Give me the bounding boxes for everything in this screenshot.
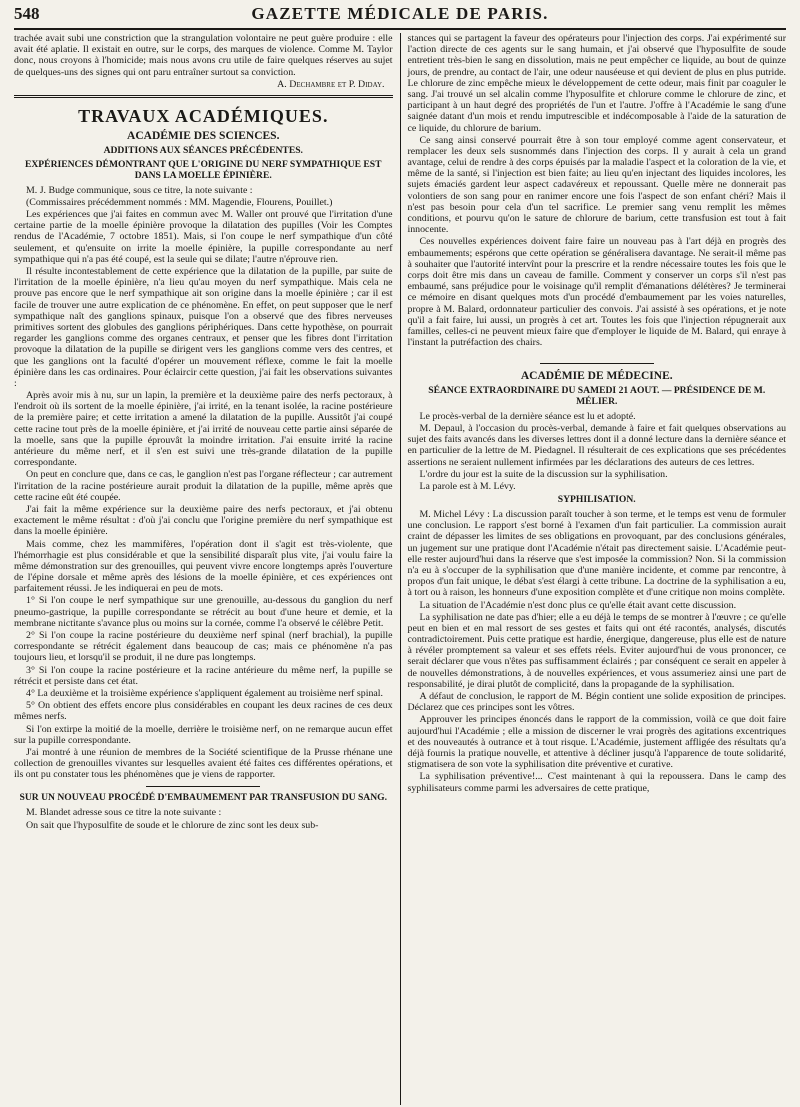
- paragraph: A défaut de conclusion, le rapport de M. Bégin contient une solide exposition de principes. Déclarez que ces principes sont les vôtres.: [407, 691, 787, 714]
- paragraph: La situation de l'Académie n'est donc plus ce qu'elle était avant cette discussion.: [419, 599, 737, 611]
- paragraph: Si l'on extirpe la moitié de la moelle, derrière le troisième nerf, on ne remarque aucun effet sur la pupille correspondante.: [14, 723, 393, 746]
- header-rule: [14, 28, 786, 30]
- section-divider: [14, 95, 393, 98]
- paragraph: Ces nouvelles expériences doivent faire faire un nouveau pas à l'art déjà en progrès des embaumements; espérons que cette opération se généralisera davantage. Ne serait-il même pas à souhaiter que l'autorité intervînt pour la prescrire et la rendre nécessaire toutes les fois que le corps doit être mis dans un caveau de famille. Comment y conserver un corps s'il n'est pas embaumé, sans préjudice pour le voisinage qu'il remplit d'émanations délétères? Je terminerai ce mémoire en disant quelques mots d'un procédé d'embaumement par les voies naturelles, propre à M. Balard, ordonnateur particulier des convois. J'ai assisté à ses opérations, et je note qu'il a fait faire, lui aussi, un progrès à cet art. Toutes les fois que l'injection répugnerait aux familles, celles-ci ne peuvent mieux faire que d'employer le liquide de M. Balard, qui enraye à l'instant la putréfaction des chairs.: [407, 236, 787, 349]
- section-title: TRAVAUX ACADÉMIQUES.: [78, 105, 329, 126]
- paragraph: Mais comme, chez les mammifères, l'opération dont il s'agit est très-violente, que l'hémorrhagie est plus considérable et que la sensibilité disparaît plus vite, j'ai voulu faire la même démonstration sur des grenouilles, qui peuvent vivre encore longtemps après l'ouverture de l'épine dorsale et même après des lésions de la moelle épinière, et ces expériences ont parfaitement réussi. Je les indiquerai en peu de mots.: [14, 538, 393, 595]
- paragraph: 4° La deuxième et la troisième expérience s'appliquent également au troisième nerf spinal.: [26, 687, 383, 699]
- embaumement-title: SUR UN NOUVEAU PROCÉDÉ D'EMBAUMEMENT PAR TRANSFUSION DU SANG.: [19, 792, 388, 804]
- paragraph: Ce sang ainsi conservé pourrait être à son tour employé comme agent conservateur, et remplacer les deux sels susnommés dans l'injection des corps. Il y aurait à cela un grand avantage, celui de rendre à des corps épuisés par la maladie l'aspect et la coloration de la vie, et même de la santé, si l'injection est bien faite; au lieu qu'en injectant des liquides incolores, les sujets émaciés gardent leur aspect cadavéreux et repoussant. Quelle mère ne donnerait pas volontiers de son sang pour en ranimer encore une fois l'aspect de son enfant chéri? Mais il n'est pas besoin pour cela d'un tel sacrifice. Le premier sang venu remplit les mêmes conditions, et pourvu qu'on le sature de chlorure de barium, cette transfusion est tout à fait innocente.: [407, 134, 787, 236]
- additions-heading: ADDITIONS AUX SÉANCES PRÉCÉDENTES.: [103, 145, 303, 157]
- paragraph: J'ai fait la même expérience sur la deuxième paire des nerfs pectoraux, et j'ai obtenu exactement le même résultat : d'où j'ai conclu que l'origine première du nerf sympathique est dans la moelle épinière.: [14, 503, 393, 538]
- divider: [540, 363, 654, 364]
- right-column: [401, 33, 787, 1105]
- paragraph: M. Depaul, à l'occasion du procès-verbal, demande à faire et fait quelques observations au sujet des faits avancés dans les diverses lettres dont il a donné lecture dans la dernière séance et en particulier de la lettre de M. Piedagnel. Il résulterait de ces explications que ses précédentes assertions ne seraient nullement infirmées par les déclarations des auteurs de ces lettres.: [407, 423, 787, 468]
- signature: A. Dechambre et P. Diday.: [277, 78, 385, 90]
- paragraph: M. Michel Lévy : La discussion paraît toucher à son terme, et le temps est venu de formuler une conclusion. Le rapport s'est borné à l'examen d'un fait particulier. La commission aurait craint de dépasser les limites de ses obligations en provoquant, par des conclusions générales, un jugement sur une pratique dont l'Académie n'était pas directement saisie. L'Académie peut-elle rester aujourd'hui dans la réserve que s'est imposée la commission? Non. Si la commission n'a eu à s'occuper de la syphilisation que d'une manière incidente, et comme par rencontre, à propos d'un fait unique, le débat s'est élargi à cette tribune. La doctrine de la syphilisation a eu, à tort ou à raison, les honneurs d'une exposition complète et d'une critique non moins complète.: [407, 509, 787, 599]
- paragraph: Il résulte incontestablement de cette expérience que la dilatation de la pupille, par suite de l'irritation de la moelle épinière, n'a lieu qu'au moyen du nerf sympathique. Mais cela ne prouve pas encore que le nerf sympathique ait son origine dans la moelle épinière ; car il est facile de trouver une autre explication de ce phénomène. En effet, on peut supposer que le nerf sympathique naît des ganglions spinaux, puisque l'on a observé que des fibres nerveuses primitives sortent des globules des ganglions périphériques. Dans cette hypothèse, on pourrait regarder les ganglions comme des organes centraux, et penser que les fibres dont l'irritation provoque la dilatation de la pupille se dirigent vers les ganglions comme vers des centres, et que les ganglions ont la faculté d'opérer un mouvement réflexe, comme le fait la moelle épinière dans les cas ordinaires. Pour éclaircir cette question, j'ai fait les observations suivantes :: [14, 266, 393, 389]
- academy-heading: ACADÉMIE DES SCIENCES.: [127, 130, 280, 143]
- paragraph: 1° Si l'on coupe le nerf sympathique sur une grenouille, au-dessous du ganglion du nerf pneumo-gastrique, la pupille correspondante se rétrécit au bout d'une heure et demie, et la membrane nictitante s'avance plus ou moins sur la cornée, comme l'a observé le célèbre Petit.: [14, 595, 393, 629]
- paragraph: La parole est à M. Lévy.: [419, 481, 516, 493]
- paragraph: La syphilisation ne date pas d'hier; elle a eu déjà le temps de se montrer à l'œuvre ; ce qu'elle peut en bien et en mal ressort de ses gestes et faits qui ont été racontés, analysés, discutés contradictoirement. Puis cette pratique est hardie, énergique, dangereuse, plus elle est de nature à révéler promptement sa valeur et ses effets réels. Eviter aujourd'hui de vous prononcer, ce serait déclarer que vous n'êtes pas suffisamment éclairés ; par conséquent ce serait en appeler à de nouvelles démonstrations, à de nouvelles expériences, et vous assumeriez ainsi une part de responsabilité, je dirai plutôt de complicité, dans la propagande de la syphilisation.: [407, 611, 787, 690]
- continued-paragraph: trachée avait subi une constriction que la strangulation volontaire ne peut guère produire : elle avait été aplatie. Il existait en outre, sur le corps, des marques de violence. Comme M. Taylor donc, nous croyons à l'homicide; mais nous avons cru utile de faire quelques réserves au sujet de quelques-uns des signes qui ont paru entraîner surtout sa conviction.: [14, 33, 393, 78]
- paragraph: J'ai montré à une réunion de membres de la Société scientifique de la Prusse rhénane une collection de grenouilles vivantes sur lesquelles avaient été faites ces différentes opérations, et ils ont pu constater tous les phénomènes que je viens de rapporter.: [14, 746, 393, 781]
- paragraph: On sait que l'hyposulfite de soude et le chlorure de zinc sont les deux sub-: [26, 819, 319, 831]
- paragraph: Après avoir mis à nu, sur un lapin, la première et la deuxième paire des nerfs pectoraux, à l'endroit où ils sortent de la moelle épinière, j'ai irrité, en la tenant isolée, la racine postérieure de la première paire; et cette irritation a amené la dilatation de la pupille. Aussitôt j'ai coupé cette racine tout près de la moelle épinière, et j'ai irrité de nouveau cette partie ainsi séparée de la moelle, sans que la pupille éprouvât la moindre irritation. J'ai ensuite irrité la racine antérieure du même nerf, et il s'en est suivi une très-grande dilatation de la pupille correspondante.: [14, 390, 393, 469]
- paragraph: M. Blandet adresse sous ce titre la note suivante :: [26, 807, 222, 819]
- paragraph: Les expériences que j'ai faites en commun avec M. Waller ont prouvé que l'irritation d'une certaine partie de la moelle épinière provoque la dilatation des pupilles (Voir les Comptes rendus de l'Académie, 7 octobre 1851). Mais, si l'on coupe le nerf sympathique d'un côté seulement, et qu'ensuite on irrite la moelle épinière, la pupille correspondante au nerf sympathique qui n'a pas été coupé, est la seule qui se dilate; l'autre n'éprouve rien.: [14, 209, 393, 265]
- paragraph: On peut en conclure que, dans ce cas, le ganglion n'est pas l'organe réflecteur ; car autrement l'irritation de la racine postérieure aurait produit la dilatation de la pupille, même après que cette racine eût été coupée.: [14, 469, 393, 503]
- paragraph: M. J. Budge communique, sous ce titre, la note suivante :: [26, 184, 253, 196]
- paragraph: 5° On obtient des effets encore plus considérables en coupant les deux racines de ces deux mêmes nerfs.: [14, 700, 393, 723]
- paragraph: 2° Si l'on coupe la racine postérieure du deuxième nerf spinal (nerf brachial), la pupille correspondante se rétrécit également dans beaucoup de cas; mais ce phénomène n'a pas toujours lieu, et lorsqu'il se produit, il ne dure pas longtemps.: [14, 630, 393, 664]
- paragraph: Approuver les principes énoncés dans le rapport de la commission, voilà ce que doit faire aujourd'hui l'Académie ; elle a mission de discerner le vrai progrès des agitations excentriques et des nouveautés à outrance et à tout risque. L'Académie, justement affligée des résultats qu'a déjà fournis la pratique nouvelle, et attentive à décliner jusqu'à l'apparence de toute solidarité, stigmatisera de son vote la syphilisation dite préventive et curative.: [407, 714, 787, 771]
- paragraph: L'ordre du jour est la suite de la discussion sur la syphilisation.: [419, 468, 668, 480]
- syphilisation-heading: SYPHILISATION.: [557, 494, 636, 506]
- academy-heading: ACADÉMIE DE MÉDECINE.: [520, 370, 673, 383]
- experiment-title: EXPÉRIENCES DÉMONTRANT QUE L'ORIGINE DU NERF SYMPATHIQUE EST DANS LA MOELLE ÉPINIÈRE.: [24, 159, 382, 181]
- paragraph: La syphilisation préventive!... C'est maintenant à qui la repoussera. Dans le camp des syphilisateurs comme parmi les adversaires de cette pratique,: [407, 771, 787, 794]
- page-header: [14, 4, 786, 28]
- left-column: [14, 33, 400, 1105]
- paragraph: Le procès-verbal de la dernière séance est lu et adopté.: [419, 410, 636, 422]
- seance-title: SÉANCE EXTRAORDINAIRE DU SAMEDI 21 AOUT. — PRÉSIDENCE DE M. MÉLIER.: [428, 385, 766, 408]
- paragraph: (Commissaires précédemment nommés : MM. Magendie, Flourens, Pouillet.): [26, 196, 333, 208]
- paragraph: 3° Si l'on coupe la racine postérieure et la racine antérieure du même nerf, la pupille se rétrécit et persiste dans cet état.: [14, 664, 393, 687]
- columns: [14, 33, 786, 1105]
- divider: [146, 786, 260, 787]
- page-number: 548: [14, 4, 40, 23]
- spacer: [408, 349, 787, 357]
- journal-title: GAZETTE MÉDICALE DE PARIS.: [251, 4, 549, 23]
- paragraph: stances qui se partagent la faveur des opérateurs pour l'injection des corps. J'ai expérimenté sur l'action directe de ces agents sur le sang humain, et j'ai observé que l'hyposulfite de soude entretient très-bien le sang en dissolution, mais ne peut empêcher ce liquide, au bout de quinze jours, de prendre, au contact de l'air, une odeur nauséeuse et qui devient de plus en plus putride. Le chlorure de zinc empêche mieux le développement de cette odeur, mais finit par coaguler le sang. J'ai trouvé un sel alcalin comme l'hyposulfite et chlorure comme le chlorure de zinc, et participant à un haut degré des propriétés de l'un et l'autre. J'offre à l'Académie le sang d'une saignée datant d'un mois et rendu imputrescible et indécomposable à l'aide de la saturation de ce liquide, du chlorure de barium.: [407, 33, 787, 134]
